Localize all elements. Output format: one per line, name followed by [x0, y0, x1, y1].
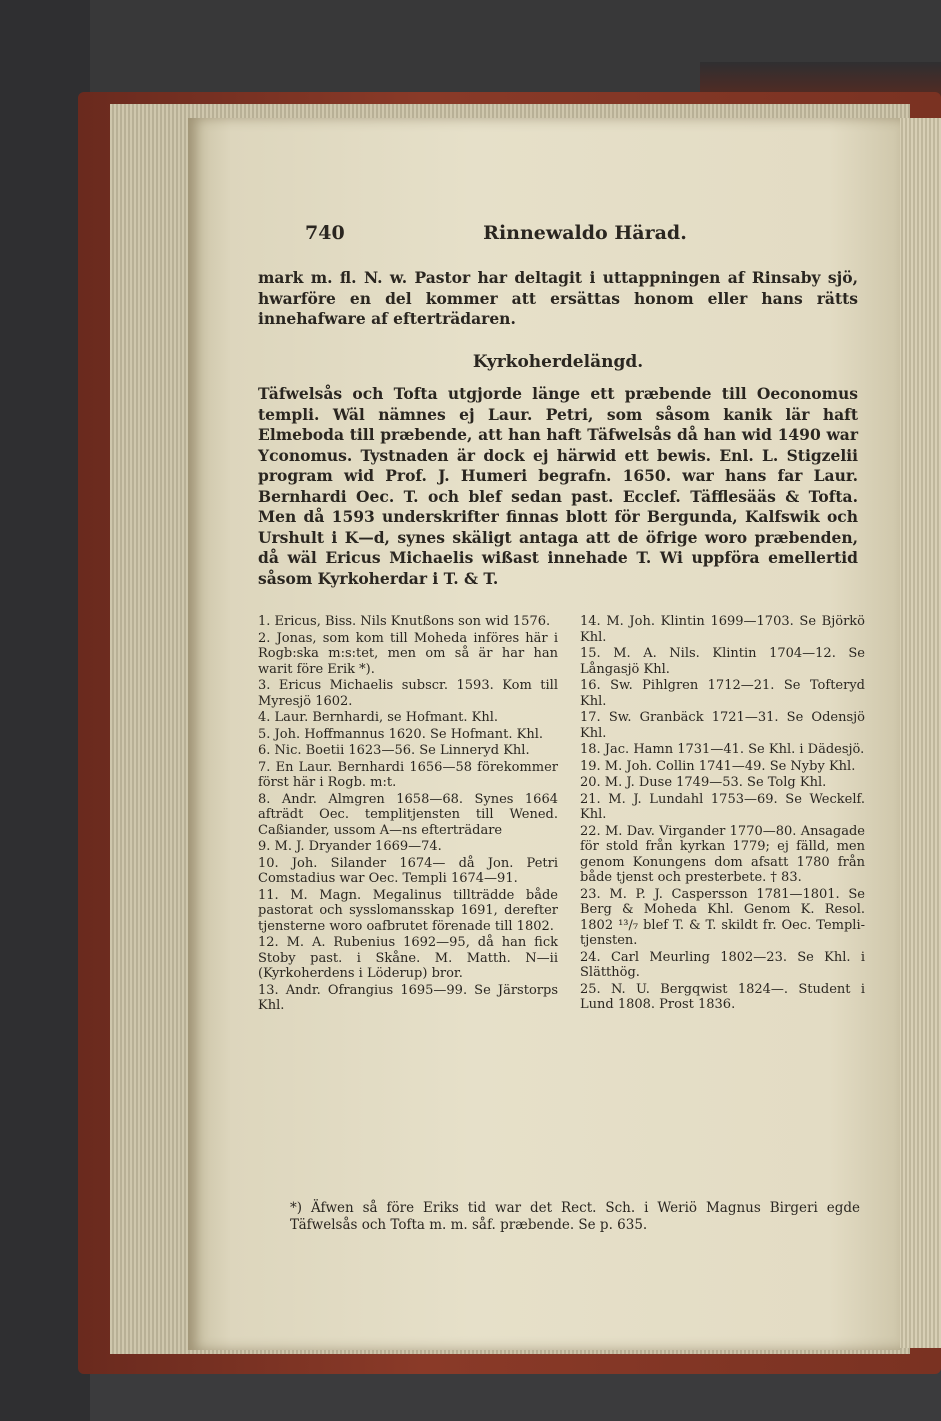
- intro-paragraph: mark m. fl. N. w. Pastor har deltagit i uttappningen af Rinsaby sjö, hwarföre en del kommer att ersättas honom eller hans rätts innehafware af efterträdaren.: [258, 268, 858, 328]
- list-item: 13. Andr. Ofrangius 1695—99. Se Järstorps Khl.: [258, 982, 558, 1013]
- list-item: 1. Ericus, Biss. Nils Knutßons son wid 1576.: [258, 614, 551, 629]
- list-item: 10. Joh. Silander 1674— då Jon. Petri Comstadius war Oec. Templi 1674—91.: [258, 855, 558, 886]
- section-title: Kyrkoherdelängd.: [472, 352, 644, 372]
- list-item: 3. Ericus Michaelis subscr. 1593. Kom till Myresjö 1602.: [258, 678, 558, 709]
- list-item: 2. Jonas, som kom till Moheda införes här i Rogb:ska m:s:tet, men om så är har han warit före Erik *).: [258, 630, 558, 677]
- list-item: 9. M. J. Dryander 1669—74.: [258, 839, 442, 854]
- list-item: 16. Sw. Pihlgren 1712—21. Se Tofteryd Khl.: [580, 678, 865, 709]
- list-item: 14. M. Joh. Klintin 1699—1703. Se Björkö Khl.: [580, 614, 865, 645]
- list-item: 25. N. U. Bergqwist 1824—. Student i Lund 1808. Prost 1836.: [580, 981, 865, 1012]
- list-item: 12. M. A. Rubenius 1692—95, då han fick Stoby past. i Skåne. M. Matth. N—ii (Kyrkoherdens i Löderup) bror.: [258, 935, 558, 981]
- list-item: 19. M. Joh. Collin 1741—49. Se Nyby Khl.: [580, 758, 856, 774]
- list-item: 11. M. Magn. Megalinus tillträdde både pastorat och sysslomansskap 1691, derefter tjensterne woro oafbrutet förenade till 1802.: [258, 887, 558, 934]
- list-item: 17. Sw. Granbäck 1721—31. Se Odensjö Khl.: [580, 710, 865, 741]
- page-header: [305, 222, 865, 252]
- list-item: 7. En Laur. Bernhardi 1656—58 förekommer först här i Rogb. m:t.: [258, 759, 558, 790]
- right-page-leaves: [895, 118, 941, 1348]
- list-item: 21. M. J. Lundahl 1753—69. Se Weckelf. Khl.: [580, 791, 865, 822]
- footnote: *) Äfwen så före Eriks tid war det Rect. Sch. i Weriö Magnus Birgeri egde Täfwelsås och Tofta m. m. såf. præbende. Se p. 635.: [290, 1200, 860, 1233]
- list-item: 23. M. P. J. Caspersson 1781—1801. Se Berg & Moheda Khl. Genom K. Resol. 1802 ¹³/₇ blef T. & T. skildt fr. Oec. Templi-tjensten.: [580, 886, 865, 948]
- list-item: 4. Laur. Bernhardi, se Hofmant. Khl.: [258, 710, 499, 725]
- running-title: Rinnewaldo Härad.: [483, 222, 687, 244]
- left-column: [258, 614, 558, 1015]
- background-left: [0, 0, 90, 1421]
- list-item: 15. M. A. Nils. Klintin 1704—12. Se Långasjö Khl.: [580, 646, 865, 677]
- list-item: 8. Andr. Almgren 1658—68. Synes 1664 afträdt Oec. templitjensten till Wened. Caßiander, ussom A—ns efterträdare: [258, 791, 558, 838]
- main-paragraph: Täfwelsås och Tofta utgjorde länge ett præbende till Oeconomus templi. Wäl nämnes ej Laur. Petri, som såsom kanik lär haft Elmeboda till præbende, att han haft Täfwelsås då han wid 1490 war Yconomus. Tystnaden är dock ej härwid ett bewis. Enl. L. Stigzelii program wid Prof. J. Humeri begrafn. 1650. war hans far Laur. Bernhardi Oec. T. och blef sedan past. Ecclef. Täfflesääs & Tofta. Men då 1593 underskrifter finnas blott för Bergunda, Kalfswik och Urshult i K—d, synes skäligt antaga att de öfrige woro præbenden, då wäl Ericus Michaelis wißast innehade T. Wi uppföra emellertid såsom Kyrkoherdar i T. & T.: [258, 384, 858, 588]
- list-item: 22. M. Dav. Virgander 1770—80. Ansagade för stold från kyrkan 1779; ej fälld, men genom Konungens dom afsatt 1780 från både tjenst och presterbete. † 83.: [580, 823, 865, 885]
- list-item: 24. Carl Meurling 1802—23. Se Khl. i Slätthög.: [580, 949, 865, 980]
- list-item: 18. Jac. Hamn 1731—41. Se Khl. i Dädesjö.: [580, 742, 865, 757]
- right-column: [580, 614, 865, 1014]
- page-number: 740: [305, 222, 345, 244]
- list-item: 6. Nic. Boetii 1623—56. Se Linneryd Khl.: [258, 743, 530, 758]
- list-item: 5. Joh. Hoffmannus 1620. Se Hofmant. Khl.: [258, 726, 543, 742]
- list-item: 20. M. J. Duse 1749—53. Se Tolg Khl.: [580, 775, 827, 790]
